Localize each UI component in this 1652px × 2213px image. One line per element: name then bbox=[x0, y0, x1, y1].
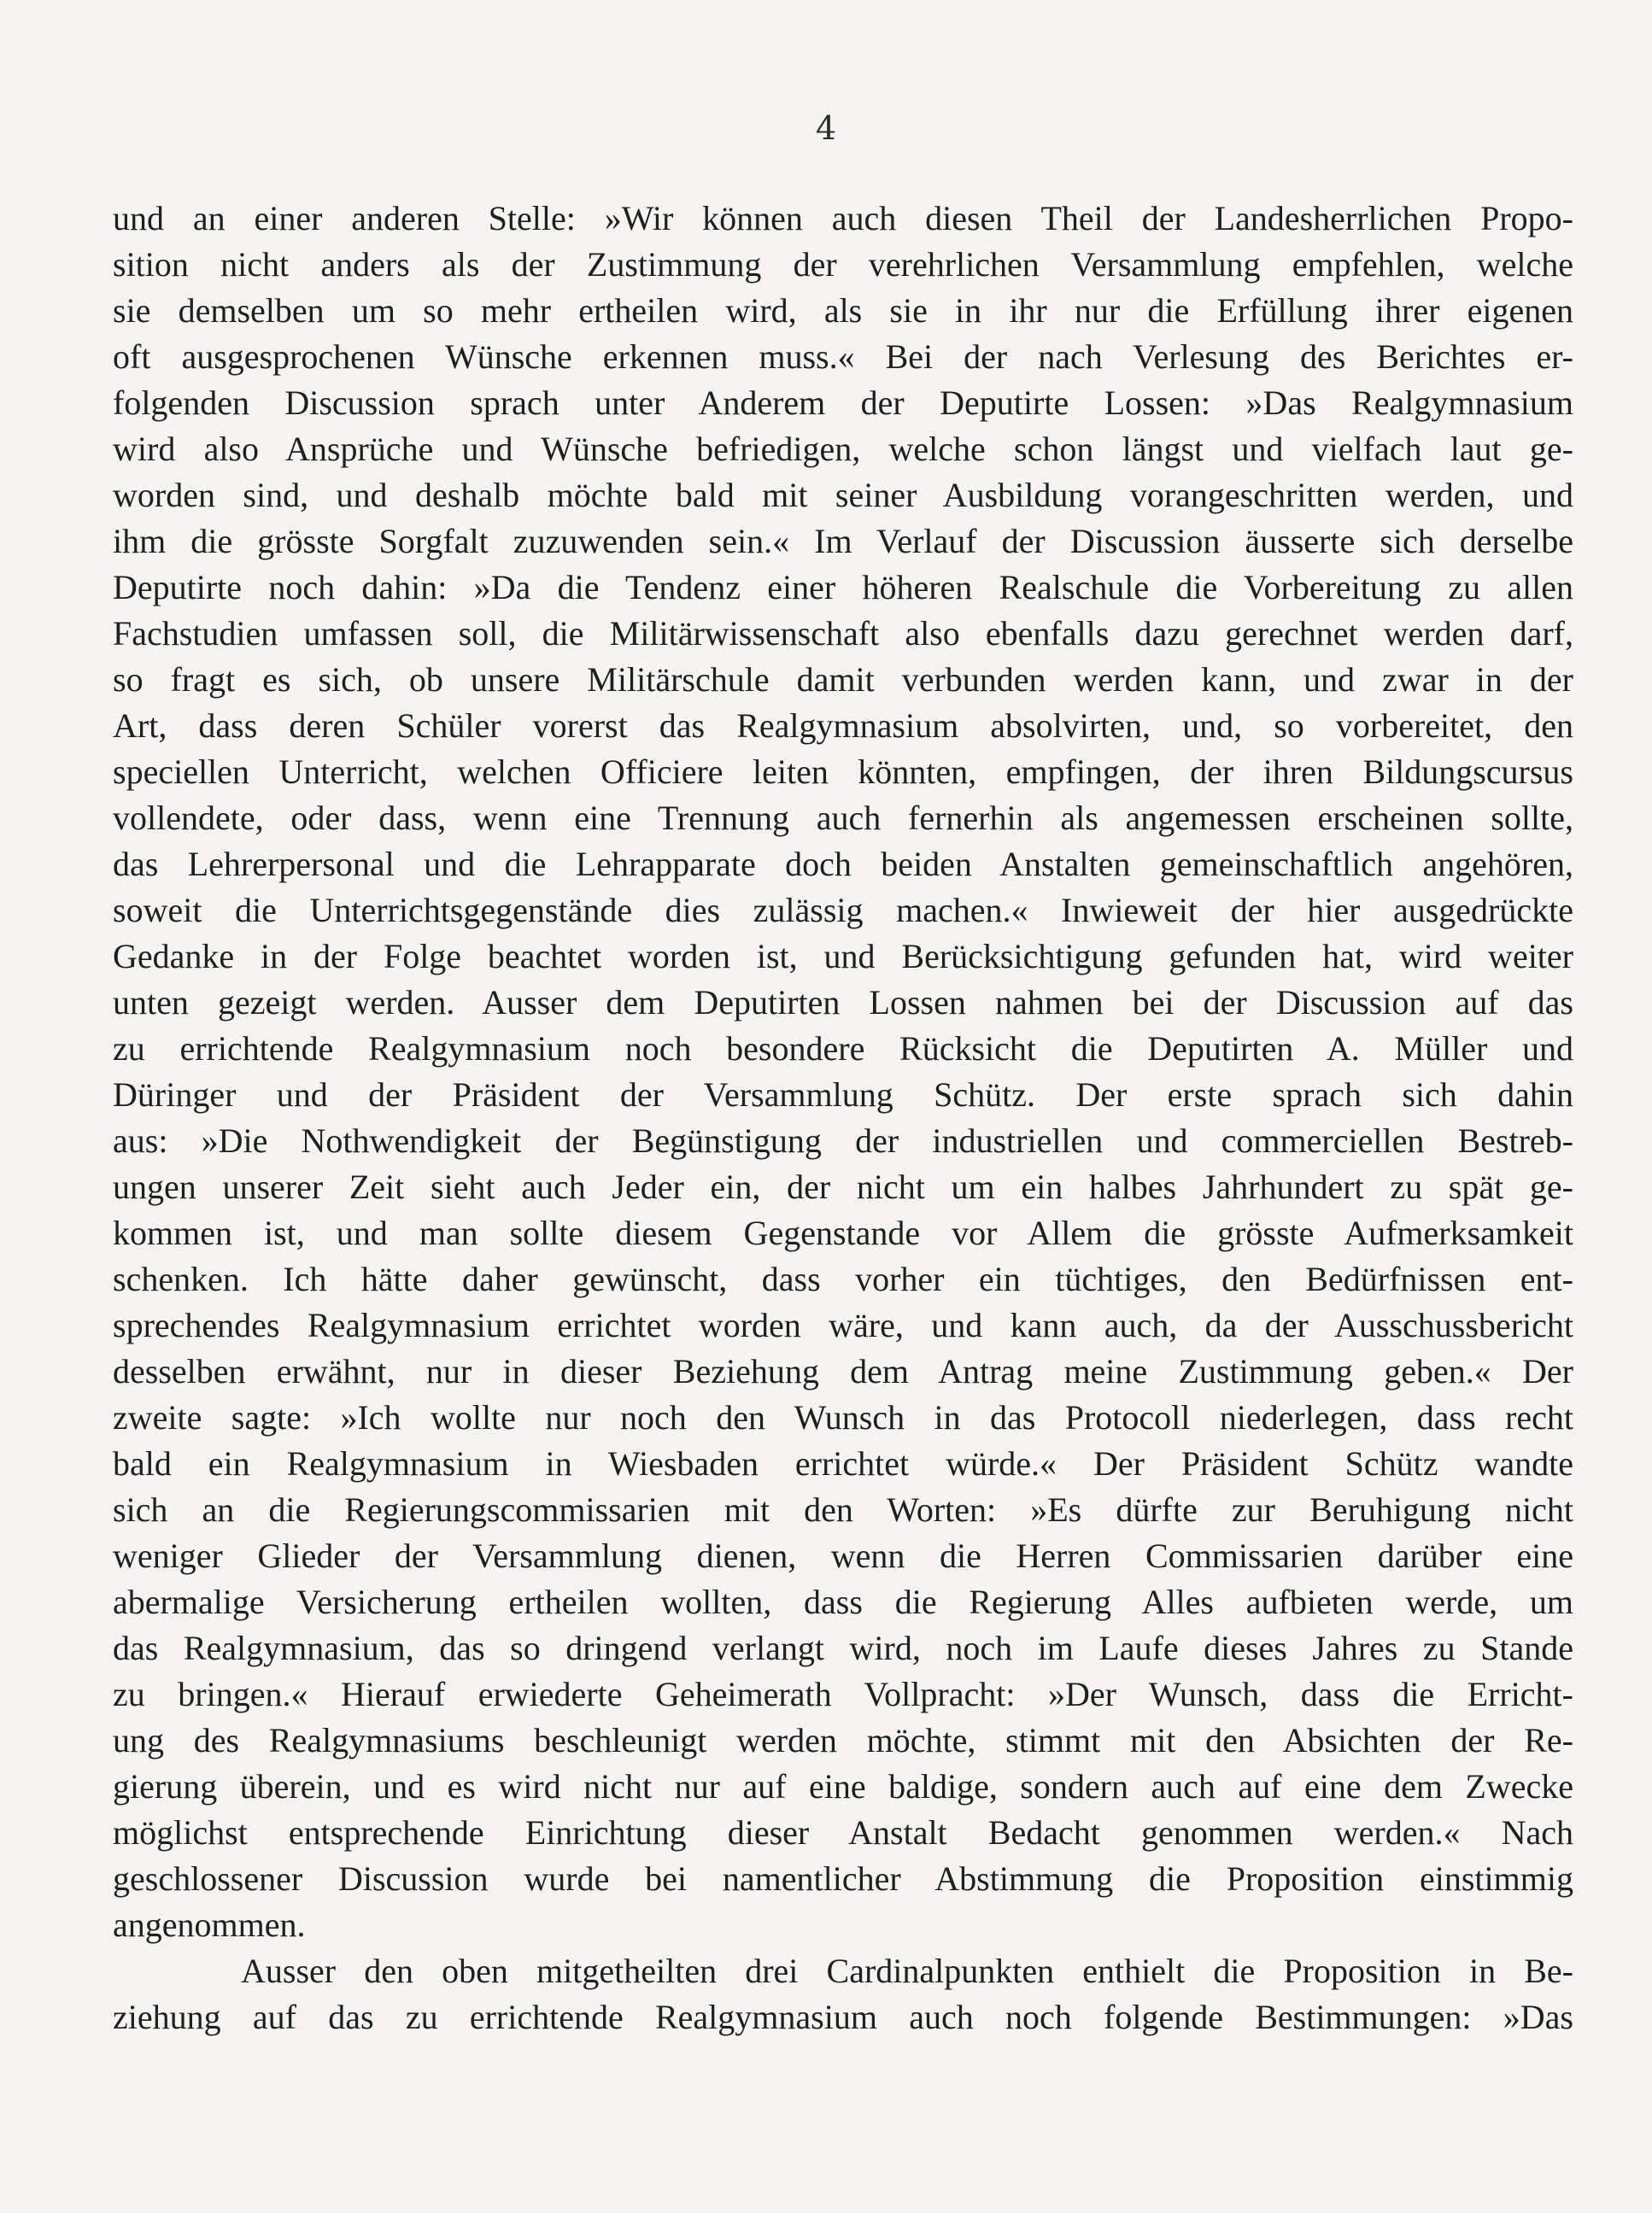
text-line: folgenden Discussion sprach unter Anderem der Deputirte Lossen: »Das Realgymnasium bbox=[113, 383, 1573, 422]
text-line: zu errichtende Realgymnasium noch besondere Rücksicht die Deputirten A. Müller und bbox=[113, 1029, 1573, 1068]
text-line: ungen unserer Zeit sieht auch Jeder ein, der nicht um ein halbes Jahrhundert zu spät ge- bbox=[113, 1168, 1573, 1206]
text-line: das Realgymnasium, das so dringend verlangt wird, noch im Laufe dieses Jahres zu Stande bbox=[113, 1629, 1573, 1667]
text-line: Ausser den oben mitgetheilten drei Cardinalpunkten enthielt die Proposition in Be- bbox=[241, 1952, 1573, 1990]
text-line: und an einer anderen Stelle: »Wir können auch diesen Theil der Landesherrlichen Propo- bbox=[113, 199, 1573, 237]
text-line: ung des Realgymnasiums beschleunigt werden möchte, stimmt mit den Absichten der Re- bbox=[113, 1721, 1573, 1759]
paragraph-2 bbox=[113, 1948, 1573, 2040]
text-line: schenken. Ich hätte daher gewünscht, dass vorher ein tüchtiges, den Bedürfnissen ent- bbox=[113, 1260, 1573, 1298]
text-line: Gedanke in der Folge beachtet worden ist, und Berücksichtigung gefunden hat, wird weiter bbox=[113, 937, 1573, 975]
page-number: 4 bbox=[815, 109, 837, 147]
text-line: aus: »Die Nothwendigkeit der Begünstigung der industriellen und commerciellen Bestreb- bbox=[113, 1121, 1573, 1160]
text-line: sprechendes Realgymnasium errichtet worden wäre, und kann auch, da der Ausschussbericht bbox=[113, 1306, 1573, 1344]
text-line: sich an die Regierungscommissarien mit den Worten: »Es dürfte zur Beruhigung nicht bbox=[113, 1490, 1573, 1529]
text-line: angenommen. bbox=[113, 1906, 306, 1944]
text-line: weniger Glieder der Versammlung dienen, wenn die Herren Commissarien darüber eine bbox=[113, 1537, 1573, 1575]
text-line: desselben erwähnt, nur in dieser Beziehung dem Antrag meine Zustimmung geben.« Der bbox=[113, 1352, 1573, 1390]
text-line: bald ein Realgymnasium in Wiesbaden errichtet würde.« Der Präsident Schütz wandte bbox=[113, 1444, 1573, 1483]
text-line: Fachstudien umfassen soll, die Militärwissenschaft also ebenfalls dazu gerechnet werden darf, bbox=[113, 614, 1573, 653]
text-line: soweit die Unterrichtsgegenstände dies zulässig machen.« Inwieweit der hier ausgedrückte bbox=[113, 891, 1573, 929]
text-line: unten gezeigt werden. Ausser dem Deputirten Lossen nahmen bei der Discussion auf das bbox=[113, 983, 1573, 1022]
text-line: ihm die grösste Sorgfalt zuzuwenden sein.« Im Verlauf der Discussion äusserte sich derselbe bbox=[113, 522, 1573, 560]
text-line: Düringer und der Präsident der Versammlung Schütz. Der erste sprach sich dahin bbox=[113, 1075, 1573, 1114]
text-line: sie demselben um so mehr ertheilen wird, als sie in ihr nur die Erfüllung ihrer eigenen bbox=[113, 291, 1573, 330]
text-line: möglichst entsprechende Einrichtung dieser Anstalt Bedacht genommen werden.« Nach bbox=[113, 1813, 1573, 1852]
text-line: abermalige Versicherung ertheilen wollten, dass die Regierung Alles aufbieten werde, um bbox=[113, 1583, 1573, 1621]
text-line: speciellen Unterricht, welchen Officiere leiten könnten, empfingen, der ihren Bildungscursus bbox=[113, 752, 1573, 791]
text-line: kommen ist, und man sollte diesem Gegenstande vor Allem die grösste Aufmerksamkeit bbox=[113, 1214, 1573, 1252]
text-line: ziehung auf das zu errichtende Realgymnasium auch noch folgende Bestimmungen: »Das bbox=[113, 1998, 1573, 2036]
text-line: vollendete, oder dass, wenn eine Trennung auch fernerhin als angemessen erscheinen sollte, bbox=[113, 799, 1573, 837]
text-line: das Lehrerpersonal und die Lehrapparate doch beiden Anstalten gemeinschaftlich angehören, bbox=[113, 845, 1573, 883]
text-line: sition nicht anders als der Zustimmung der verehrlichen Versammlung empfehlen, welche bbox=[113, 245, 1573, 284]
text-line: worden sind, und deshalb möchte bald mit seiner Ausbildung vorangeschritten werden, und bbox=[113, 476, 1573, 514]
text-line: so fragt es sich, ob unsere Militärschule damit verbunden werden kann, und zwar in der bbox=[113, 660, 1573, 699]
text-line: oft ausgesprochenen Wünsche erkennen muss.« Bei der nach Verlesung des Berichtes er- bbox=[113, 337, 1573, 376]
text-line: wird also Ansprüche und Wünsche befriedigen, welche schon längst und vielfach laut ge- bbox=[113, 430, 1573, 468]
text-line: Art, dass deren Schüler vorerst das Realgymnasium absolvirten, und, so vorbereitet, den bbox=[113, 706, 1573, 745]
paragraph-1 bbox=[113, 196, 1573, 1948]
body-text bbox=[113, 196, 1573, 2040]
text-line: zweite sagte: »Ich wollte nur noch den Wunsch in das Protocoll niederlegen, dass recht bbox=[113, 1398, 1573, 1437]
text-line: Deputirte noch dahin: »Da die Tendenz einer höheren Realschule die Vorbereitung zu allen bbox=[113, 568, 1573, 606]
text-line: gierung überein, und es wird nicht nur auf eine baldige, sondern auch auf eine dem Zwecke bbox=[113, 1767, 1573, 1806]
text-line: geschlossener Discussion wurde bei namentlicher Abstimmung die Proposition einstimmig bbox=[113, 1859, 1573, 1898]
text-line: zu bringen.« Hierauf erwiederte Geheimerath Vollpracht: »Der Wunsch, dass die Erricht- bbox=[113, 1675, 1573, 1713]
